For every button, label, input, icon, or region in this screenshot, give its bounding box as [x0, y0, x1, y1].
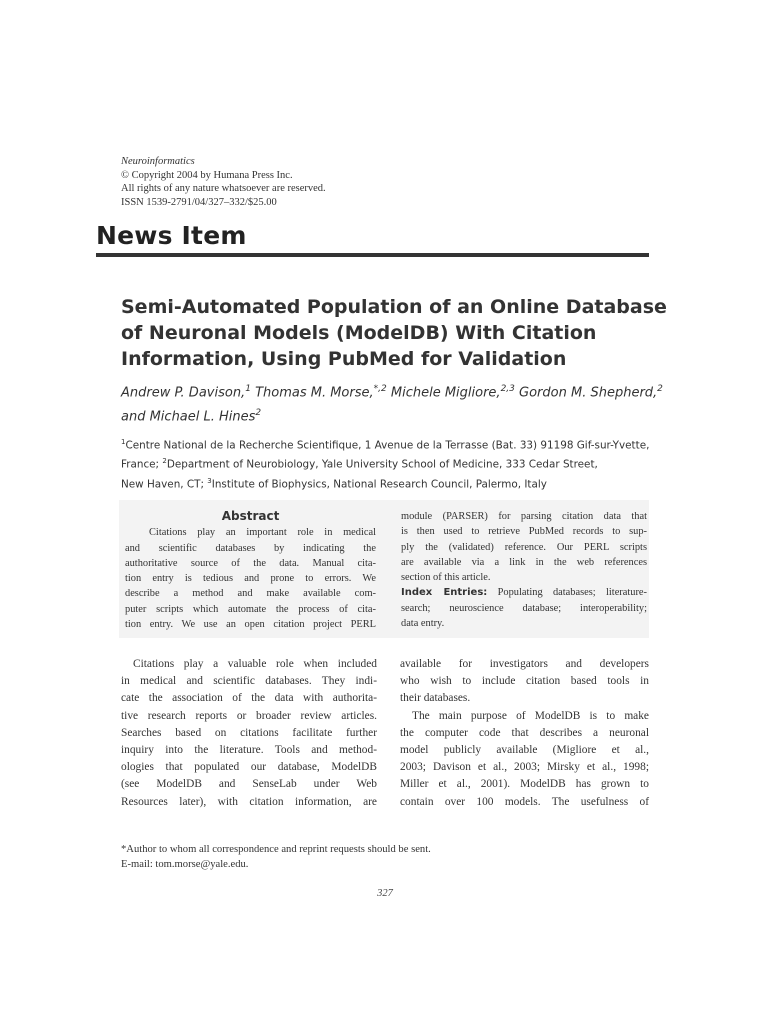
author-name: Gordon M. Shepherd,: [519, 385, 658, 401]
author-line: [121, 379, 663, 403]
rights-line: All rights of any nature whatsoever are reserved.: [121, 183, 326, 194]
affiliation-line: [121, 453, 649, 472]
abstract-line: and scientific databases by indicating the: [125, 542, 376, 554]
abstract-line: module (PARSER) for parsing citation data that: [401, 511, 647, 522]
abstract-box: [119, 500, 649, 638]
index-entries-line: data entry.: [401, 618, 445, 630]
abstract-line: tion entry is tedious and prone to errors. We: [125, 573, 376, 585]
body-line: Searches based on citations facilitate further: [121, 726, 377, 739]
author-affiliation-mark: *,2: [373, 384, 387, 394]
index-entries-label: Index Entries:: [401, 587, 488, 599]
abstract-column-right: [401, 500, 647, 631]
article-title: [121, 294, 667, 372]
body-line: Resources later), with citation information, are: [121, 795, 377, 808]
body-line: contain over 100 models. The usefulness of: [400, 795, 649, 808]
body-line: inquiry into the literature. Tools and method-: [121, 744, 377, 757]
body-line: cate the association of the data with authorita-: [121, 692, 377, 705]
abstract-line: tion entry. We use an open citation project PERL: [125, 619, 376, 631]
abstract-line: Citations play an important role in medical: [149, 527, 376, 539]
abstract-line: are available via a link in the web references: [401, 556, 647, 568]
abstract-line: puter scripts which automate the process of cita-: [125, 603, 376, 615]
body-line: in medical and scientific databases. They indi-: [121, 675, 377, 688]
affiliation-text: New Haven, CT;: [121, 478, 208, 491]
affiliation-line: [121, 473, 649, 492]
body-column-left: [121, 656, 377, 811]
author-affiliation-mark: 2: [255, 408, 262, 419]
body-column-right: [400, 656, 649, 811]
author-affiliation-mark: 1: [245, 384, 251, 394]
body-line: tive research reports or broader review articles.: [121, 709, 377, 722]
abstract-line: section of this article.: [401, 572, 491, 584]
body-line: The main purpose of ModelDB is to make: [412, 709, 649, 722]
author-line: [121, 403, 663, 427]
abstract-line: is then used to retrieve PubMed records to sup-: [401, 526, 647, 538]
copyright-line: © Copyright 2004 by Humana Press Inc.: [121, 169, 293, 181]
body-line: available for investigators and developers: [400, 658, 649, 670]
body-line: (see ModelDB and SenseLab under Web: [121, 778, 377, 791]
body-line: ologies that populated our database, ModelDB: [121, 761, 377, 774]
title-line: Semi-Automated Population of an Online Database: [121, 296, 667, 318]
affiliation-text: Department of Neurobiology, Yale University School of Medicine, 333 Cedar Street,: [166, 458, 598, 471]
issn-line: ISSN 1539-2791/04/327–332/$25.00: [121, 196, 277, 208]
author-name: Thomas M. Morse,: [255, 385, 374, 401]
body-line: who wish to include citation based tools in: [400, 675, 649, 688]
affiliations: [121, 434, 649, 492]
affiliation-text: France;: [121, 458, 163, 471]
author-affiliation-mark: 2: [657, 384, 663, 394]
journal-masthead: [121, 155, 326, 209]
index-entries-text: Populating databases; literature-: [487, 587, 647, 599]
affiliation-mark: 1: [121, 438, 126, 446]
title-line: of Neuronal Models (ModelDB) With Citation: [121, 322, 597, 344]
affiliation-line: [121, 434, 649, 453]
title-line: Information, Using PubMed for Validation: [121, 348, 567, 370]
body-line: 2003; Davison et al., 2003; Mirsky et al., 1998;: [400, 761, 649, 774]
body-line: the computer code that describes a neuronal: [400, 726, 649, 739]
footnote-email: E-mail: tom.morse@yale.edu.: [121, 858, 249, 870]
index-entries-line: [401, 585, 647, 600]
affiliation-mark: 3: [207, 476, 212, 485]
author-name: Andrew P. Davison,: [121, 385, 246, 401]
affiliation-text: Centre National de la Recherche Scientifique, 1 Avenue de la Terrasse (Bat. 33) 91198 Gif-sur-Yvette,: [125, 439, 650, 452]
section-heading: News Item: [96, 221, 247, 250]
author-name: and Michael L. Hines: [121, 409, 256, 425]
body-line: Citations play a valuable role when included: [133, 658, 377, 670]
index-entries-line: search; neuroscience database; interoperability;: [401, 602, 647, 614]
author-affiliation-mark: 2,3: [500, 384, 515, 394]
journal-name: Neuroinformatics: [121, 156, 195, 167]
abstract-line: ply the (validated) reference. Our PERL scripts: [401, 541, 647, 553]
abstract-heading: Abstract: [221, 509, 280, 523]
body-line: their databases.: [400, 692, 471, 705]
footnote: [121, 843, 431, 872]
affiliation-text: Institute of Biophysics, National Research Council, Palermo, Italy: [211, 478, 547, 491]
page-number: 327: [377, 888, 393, 899]
body-line: model publicly available (Migliore et al.,: [400, 744, 649, 757]
affiliation-mark: 2: [162, 457, 167, 466]
section-divider: [96, 253, 649, 257]
body-line: Miller et al., 2001). ModelDB has grown to: [400, 778, 649, 791]
footnote-line: *Author to whom all correspondence and reprint requests should be sent.: [121, 844, 431, 855]
abstract-column-left: [125, 500, 376, 632]
abstract-line: authoritative source of the data. Manual cita-: [125, 557, 376, 569]
author-list: [121, 379, 663, 428]
author-name: Michele Migliore,: [390, 385, 501, 401]
abstract-line: describe a method and make available com-: [125, 588, 376, 600]
